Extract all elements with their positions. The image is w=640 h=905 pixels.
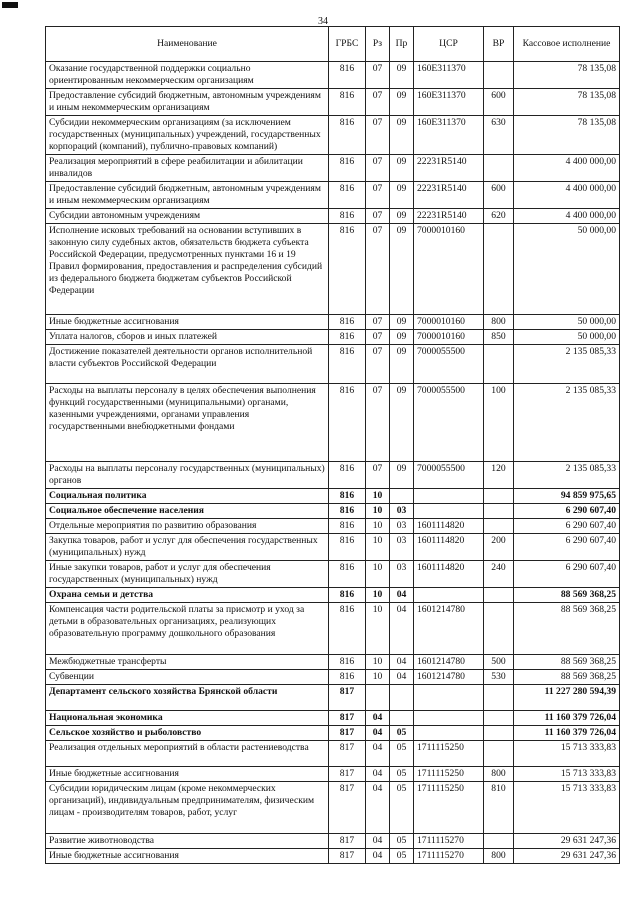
cell-csr: 7000010160 [414, 224, 484, 315]
cell-name: Иные закупки товаров, работ и услуг для обеспечения государственных (муниципальных) нужд [46, 561, 329, 588]
cell-csr: 7000055500 [414, 345, 484, 384]
table-row [46, 519, 620, 534]
cell-rz: 10 [366, 670, 390, 685]
cell-pr [390, 489, 414, 504]
table-row [46, 782, 620, 834]
cell-vr: 620 [484, 209, 514, 224]
cell-amount: 6 290 607,40 [514, 561, 620, 588]
cell-pr: 05 [390, 849, 414, 864]
table-row [46, 345, 620, 384]
cell-rz: 10 [366, 489, 390, 504]
cell-rz: 07 [366, 462, 390, 489]
table-row [46, 182, 620, 209]
cell-csr [414, 489, 484, 504]
table-row [46, 670, 620, 685]
cell-pr: 05 [390, 834, 414, 849]
cell-pr: 09 [390, 345, 414, 384]
cell-csr: 7000055500 [414, 462, 484, 489]
cell-pr: 09 [390, 462, 414, 489]
cell-amount: 15 713 333,83 [514, 782, 620, 834]
cell-pr: 05 [390, 726, 414, 741]
cell-pr: 09 [390, 116, 414, 155]
cell-grbs: 816 [329, 182, 366, 209]
cell-name: Развитие животноводства [46, 834, 329, 849]
cell-amount: 11 160 379 726,04 [514, 726, 620, 741]
cell-grbs: 817 [329, 711, 366, 726]
cell-amount: 78 135,08 [514, 89, 620, 116]
cell-grbs: 817 [329, 767, 366, 782]
cell-name: Расходы на выплаты персоналу в целях обеспечения выполнения функций государственными (муниципальными) органами, казенными учреждениями, органами управления государственными внебюджетными фондами [46, 384, 329, 462]
cell-amount: 29 631 247,36 [514, 834, 620, 849]
cell-grbs: 816 [329, 384, 366, 462]
cell-csr [414, 504, 484, 519]
cell-csr: 1601214780 [414, 670, 484, 685]
cell-rz: 07 [366, 345, 390, 384]
cell-csr: 1601114820 [414, 534, 484, 561]
cell-name: Социальное обеспечение населения [46, 504, 329, 519]
cell-amount: 6 290 607,40 [514, 519, 620, 534]
cell-rz: 07 [366, 315, 390, 330]
cell-rz: 04 [366, 782, 390, 834]
cell-vr [484, 834, 514, 849]
cell-name: Социальная политика [46, 489, 329, 504]
cell-name: Национальная экономика [46, 711, 329, 726]
cell-pr: 04 [390, 603, 414, 655]
cell-pr: 09 [390, 330, 414, 345]
cell-csr: 7000010160 [414, 315, 484, 330]
cell-grbs: 816 [329, 504, 366, 519]
cell-vr: 200 [484, 534, 514, 561]
table-row [46, 62, 620, 89]
cell-rz: 07 [366, 89, 390, 116]
table-row [46, 849, 620, 864]
cell-amount: 2 135 085,33 [514, 345, 620, 384]
cell-csr: 1601114820 [414, 519, 484, 534]
table-row [46, 315, 620, 330]
cell-pr: 03 [390, 534, 414, 561]
cell-pr: 03 [390, 561, 414, 588]
cell-rz: 07 [366, 182, 390, 209]
cell-csr: 7000055500 [414, 384, 484, 462]
table-row [46, 741, 620, 767]
cell-rz: 04 [366, 849, 390, 864]
cell-grbs: 816 [329, 655, 366, 670]
table-row [46, 711, 620, 726]
cell-amount: 88 569 368,25 [514, 603, 620, 655]
cell-name: Исполнение исковых требований на основании вступивших в законную силу судебных актов, обязательств бюджета субъекта Российской Федерации, предусмотренных пунктами 16 и 19 Правил формирования, предоставления и распределения субсидий из федерального бюджета бюджетам субъектов Российской Федерации [46, 224, 329, 315]
table-row [46, 834, 620, 849]
table-row [46, 462, 620, 489]
cell-name: Предоставление субсидий бюджетным, автономным учреждениям и иным некоммерческим организациям [46, 182, 329, 209]
cell-name: Уплата налогов, сборов и иных платежей [46, 330, 329, 345]
cell-vr: 630 [484, 116, 514, 155]
cell-amount: 88 569 368,25 [514, 588, 620, 603]
cell-rz: 10 [366, 588, 390, 603]
cell-csr: 7000010160 [414, 330, 484, 345]
cell-csr: 22231R5140 [414, 155, 484, 182]
cell-name: Предоставление субсидий бюджетным, автономным учреждениям и иным некоммерческим организациям [46, 89, 329, 116]
cell-name: Субсидии юридическим лицам (кроме некоммерческих организаций), индивидуальным предпринимателям, физическим лицам - производителям товаров, работ, услуг [46, 782, 329, 834]
cell-name: Охрана семьи и детства [46, 588, 329, 603]
cell-amount: 50 000,00 [514, 224, 620, 315]
cell-rz: 10 [366, 561, 390, 588]
cell-rz: 07 [366, 384, 390, 462]
cell-name: Расходы на выплаты персоналу государственных (муниципальных) органов [46, 462, 329, 489]
cell-amount: 29 631 247,36 [514, 849, 620, 864]
header-row [46, 27, 620, 62]
cell-rz: 10 [366, 519, 390, 534]
table-row [46, 489, 620, 504]
cell-amount: 6 290 607,40 [514, 534, 620, 561]
cell-pr: 03 [390, 519, 414, 534]
cell-vr: 800 [484, 315, 514, 330]
cell-name: Реализация отдельных мероприятий в области растениеводства [46, 741, 329, 767]
cell-amount: 4 400 000,00 [514, 182, 620, 209]
cell-csr: 1711115250 [414, 767, 484, 782]
cell-rz: 04 [366, 711, 390, 726]
cell-vr: 120 [484, 462, 514, 489]
cell-csr [414, 711, 484, 726]
cell-grbs: 816 [329, 224, 366, 315]
cell-name: Департамент сельского хозяйства Брянской области [46, 685, 329, 711]
cell-amount: 6 290 607,40 [514, 504, 620, 519]
cell-rz: 07 [366, 62, 390, 89]
cell-vr [484, 519, 514, 534]
cell-name: Достижение показателей деятельности органов исполнительной власти субъектов Российской Федерации [46, 345, 329, 384]
header-vr: ВР [484, 27, 514, 62]
cell-vr [484, 489, 514, 504]
cell-csr: 1601114820 [414, 561, 484, 588]
cell-grbs: 816 [329, 670, 366, 685]
table-row [46, 504, 620, 519]
cell-grbs: 817 [329, 834, 366, 849]
cell-amount: 4 400 000,00 [514, 209, 620, 224]
cell-name: Оказание государственной поддержки социально ориентированным некоммерческим организациям [46, 62, 329, 89]
cell-vr [484, 62, 514, 89]
cell-pr: 09 [390, 384, 414, 462]
table-row [46, 330, 620, 345]
header-amount: Кассовое исполнение [514, 27, 620, 62]
cell-pr: 09 [390, 155, 414, 182]
cell-rz: 04 [366, 767, 390, 782]
cell-amount: 15 713 333,83 [514, 741, 620, 767]
cell-amount: 4 400 000,00 [514, 155, 620, 182]
cell-amount: 15 713 333,83 [514, 767, 620, 782]
header-rz: Рз [366, 27, 390, 62]
cell-grbs: 817 [329, 726, 366, 741]
cell-grbs: 816 [329, 462, 366, 489]
cell-name: Компенсация части родительской платы за присмотр и уход за детьми в образовательных организациях, реализующих образовательную программу дошкольного образования [46, 603, 329, 655]
cell-amount: 11 227 280 594,39 [514, 685, 620, 711]
header-csr: ЦСР [414, 27, 484, 62]
budget-execution-table [45, 26, 620, 864]
cell-rz: 10 [366, 603, 390, 655]
cell-rz: 04 [366, 834, 390, 849]
cell-grbs: 816 [329, 155, 366, 182]
cell-csr: 22231R5140 [414, 209, 484, 224]
scan-corner-mark [2, 2, 18, 8]
cell-csr: 160Е311370 [414, 62, 484, 89]
page-number: 34 [318, 16, 328, 27]
header-pr: Пр [390, 27, 414, 62]
cell-vr: 850 [484, 330, 514, 345]
cell-vr [484, 711, 514, 726]
cell-vr: 800 [484, 849, 514, 864]
cell-grbs: 816 [329, 209, 366, 224]
cell-amount: 2 135 085,33 [514, 462, 620, 489]
cell-rz: 07 [366, 209, 390, 224]
table-row [46, 655, 620, 670]
table-row [46, 116, 620, 155]
cell-pr: 09 [390, 62, 414, 89]
cell-rz: 04 [366, 741, 390, 767]
cell-grbs: 816 [329, 345, 366, 384]
cell-vr [484, 155, 514, 182]
cell-name: Субсидии автономным учреждениям [46, 209, 329, 224]
cell-rz: 10 [366, 534, 390, 561]
table-row [46, 726, 620, 741]
cell-pr: 04 [390, 670, 414, 685]
cell-vr [484, 504, 514, 519]
table-row [46, 588, 620, 603]
cell-csr: 1601214780 [414, 655, 484, 670]
cell-rz: 07 [366, 116, 390, 155]
cell-pr: 05 [390, 767, 414, 782]
cell-name: Отдельные мероприятия по развитию образования [46, 519, 329, 534]
cell-rz: 10 [366, 655, 390, 670]
cell-csr [414, 588, 484, 603]
cell-grbs: 817 [329, 741, 366, 767]
cell-vr [484, 345, 514, 384]
cell-rz: 07 [366, 224, 390, 315]
cell-vr: 810 [484, 782, 514, 834]
cell-csr: 1711115270 [414, 849, 484, 864]
cell-csr: 160Е311370 [414, 89, 484, 116]
cell-csr: 160Е311370 [414, 116, 484, 155]
cell-csr: 1711115270 [414, 834, 484, 849]
cell-vr: 800 [484, 767, 514, 782]
cell-amount: 88 569 368,25 [514, 670, 620, 685]
cell-amount: 2 135 085,33 [514, 384, 620, 462]
cell-vr: 530 [484, 670, 514, 685]
table-row [46, 155, 620, 182]
cell-csr [414, 726, 484, 741]
table-row [46, 224, 620, 315]
cell-vr [484, 588, 514, 603]
cell-rz: 07 [366, 330, 390, 345]
cell-name: Иные бюджетные ассигнования [46, 767, 329, 782]
cell-name: Иные бюджетные ассигнования [46, 849, 329, 864]
table-row [46, 209, 620, 224]
cell-name: Закупка товаров, работ и услуг для обеспечения государственных (муниципальных) нужд [46, 534, 329, 561]
cell-name: Сельское хозяйство и рыболовство [46, 726, 329, 741]
cell-amount: 78 135,08 [514, 116, 620, 155]
cell-pr: 04 [390, 588, 414, 603]
cell-grbs: 816 [329, 489, 366, 504]
cell-name: Иные бюджетные ассигнования [46, 315, 329, 330]
cell-pr: 09 [390, 209, 414, 224]
cell-vr [484, 224, 514, 315]
cell-csr: 1601214780 [414, 603, 484, 655]
cell-csr: 1711115250 [414, 782, 484, 834]
cell-pr: 09 [390, 224, 414, 315]
cell-vr [484, 741, 514, 767]
cell-pr: 04 [390, 655, 414, 670]
header-name: Наименование [46, 27, 329, 62]
cell-vr [484, 726, 514, 741]
cell-rz: 04 [366, 726, 390, 741]
cell-csr [414, 685, 484, 711]
cell-grbs: 816 [329, 330, 366, 345]
table-row [46, 89, 620, 116]
cell-grbs: 817 [329, 849, 366, 864]
cell-pr: 09 [390, 89, 414, 116]
cell-name: Субвенции [46, 670, 329, 685]
cell-grbs: 816 [329, 603, 366, 655]
cell-grbs: 816 [329, 62, 366, 89]
cell-amount: 50 000,00 [514, 315, 620, 330]
cell-grbs: 816 [329, 588, 366, 603]
cell-grbs: 816 [329, 116, 366, 155]
cell-pr [390, 711, 414, 726]
table-row [46, 561, 620, 588]
cell-amount: 94 859 975,65 [514, 489, 620, 504]
cell-rz: 10 [366, 504, 390, 519]
cell-amount: 78 135,08 [514, 62, 620, 89]
cell-pr: 03 [390, 504, 414, 519]
cell-rz: 07 [366, 155, 390, 182]
cell-vr [484, 685, 514, 711]
cell-grbs: 817 [329, 782, 366, 834]
cell-pr: 09 [390, 315, 414, 330]
cell-vr: 600 [484, 182, 514, 209]
cell-csr: 22231R5140 [414, 182, 484, 209]
header-grbs: ГРБС [329, 27, 366, 62]
table-row [46, 384, 620, 462]
cell-grbs: 816 [329, 89, 366, 116]
cell-name: Межбюджетные трансферты [46, 655, 329, 670]
cell-name: Субсидии некоммерческим организациям (за исключением государственных (муниципальных) учреждений, государственных корпораций (компаний), публично-правовых компаний) [46, 116, 329, 155]
cell-pr [390, 685, 414, 711]
cell-vr: 600 [484, 89, 514, 116]
cell-amount: 88 569 368,25 [514, 655, 620, 670]
cell-amount: 11 160 379 726,04 [514, 711, 620, 726]
cell-grbs: 817 [329, 685, 366, 711]
cell-grbs: 816 [329, 519, 366, 534]
table-row [46, 685, 620, 711]
cell-vr: 240 [484, 561, 514, 588]
cell-amount: 50 000,00 [514, 330, 620, 345]
cell-grbs: 816 [329, 534, 366, 561]
cell-pr: 09 [390, 182, 414, 209]
cell-vr: 500 [484, 655, 514, 670]
cell-rz [366, 685, 390, 711]
table-row [46, 767, 620, 782]
table-row [46, 603, 620, 655]
cell-grbs: 816 [329, 561, 366, 588]
cell-pr: 05 [390, 782, 414, 834]
cell-vr [484, 603, 514, 655]
cell-name: Реализация мероприятий в сфере реабилитации и абилитации инвалидов [46, 155, 329, 182]
cell-csr: 1711115250 [414, 741, 484, 767]
cell-grbs: 816 [329, 315, 366, 330]
cell-vr: 100 [484, 384, 514, 462]
cell-pr: 05 [390, 741, 414, 767]
table-row [46, 534, 620, 561]
